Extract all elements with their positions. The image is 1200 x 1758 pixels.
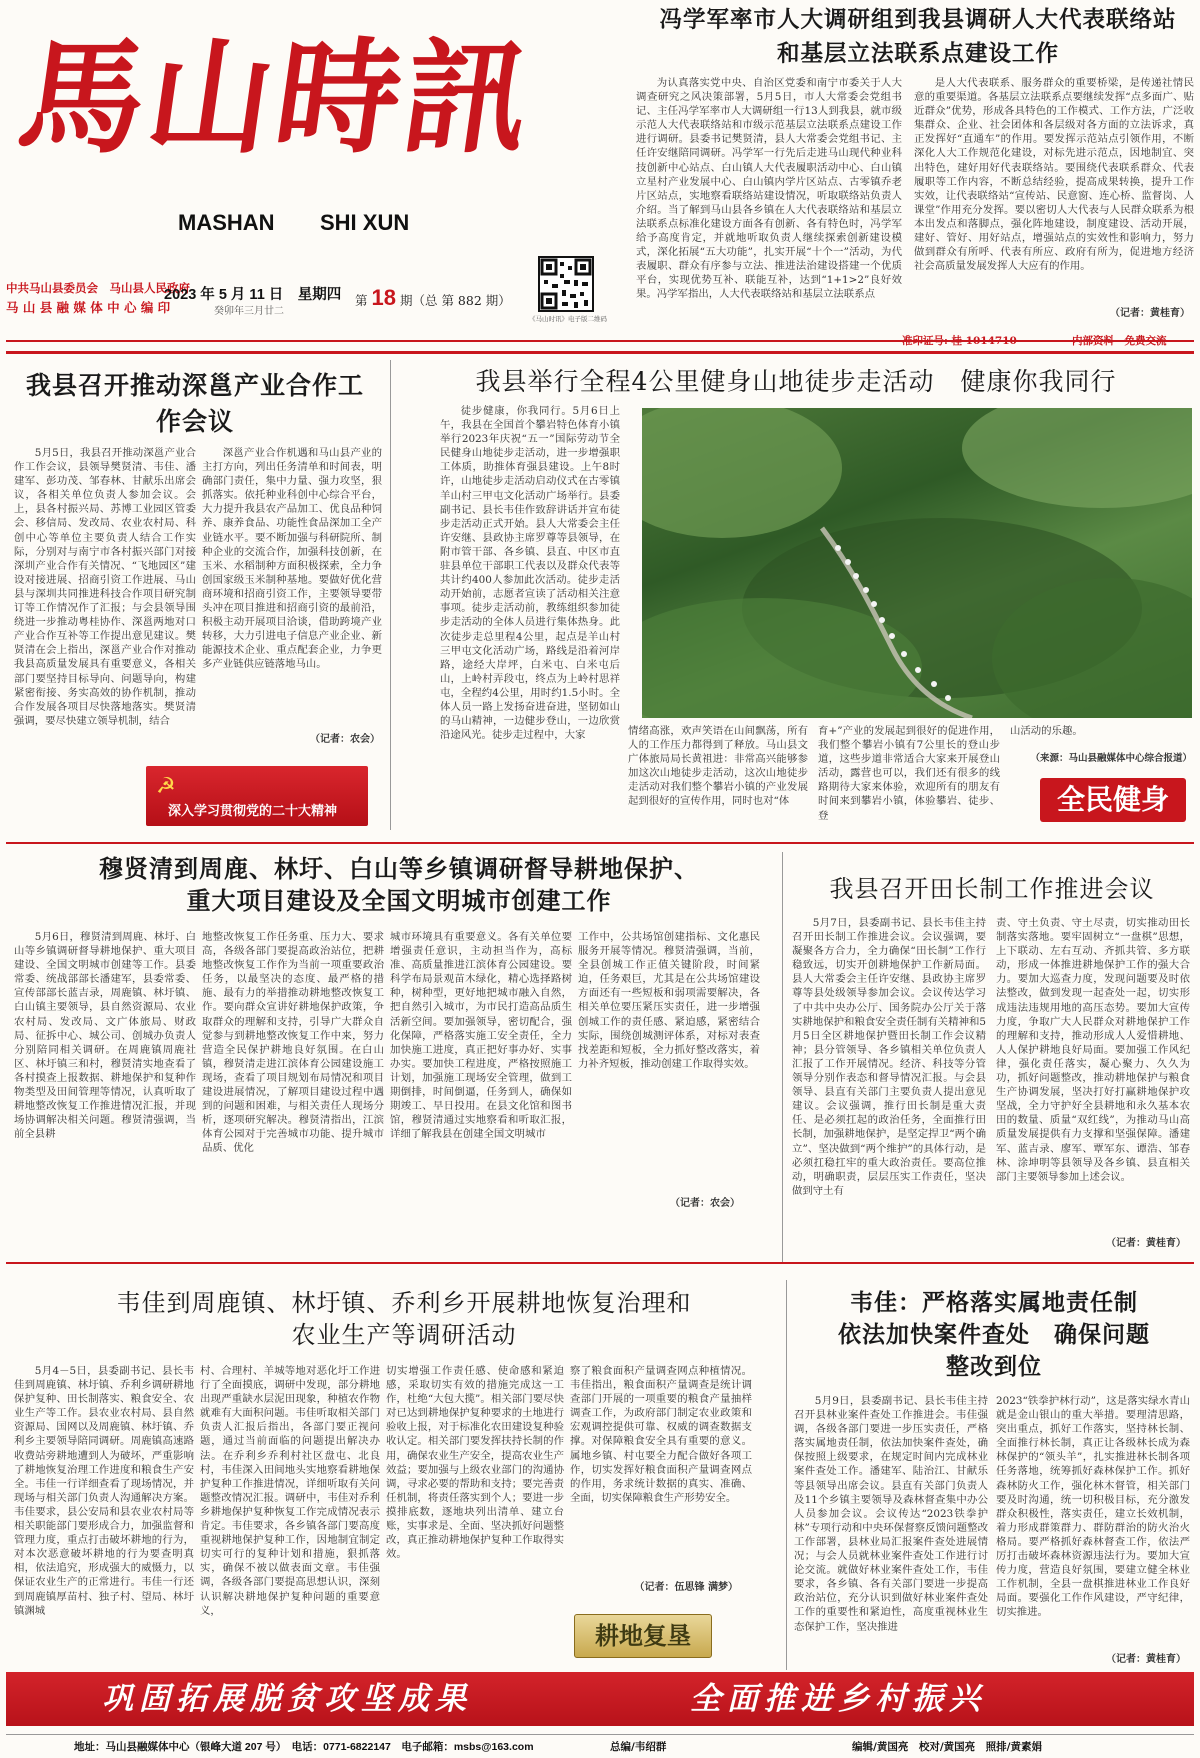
article7-headline-3: 整改到位 — [946, 1353, 1042, 1380]
issue-suffix: 期（总 第 882 期） — [399, 293, 511, 308]
article4-body-col1: 5月6日，穆贤清到周鹿、林圩、白山等乡镇调研督导耕地保护、重大项目建设、全国文明城市创建等工作。县委常委、统战部部长潘建军，县委常委、宣传部部长蓝吉录，周鹿镇、林圩镇、白山镇主要领导，县自然资源局、农业农村局、发改局、文广体旅局、财政局、征拆中心、城公司、创城办负责人分别陪同相关调研。在周鹿镇周鹿社区、林圩镇三和村，穆贤清实地查看了各村摸查上报数据、耕地保护和复种作物类型及田间管理等情况，认真听取了耕地整改恢复工作推进情况汇报，并现场协调解决相关问题。穆贤清强调，当前全县耕 — [14, 931, 196, 1141]
lead-body-col2: 是人大代表联系、服务群众的重要桥梁，是传递社情民意的重要渠道。各基层立法联系点要继续发挥“点多面广、贴近群众”优势，形成各具特色的工作模式、工作方法，广泛收集群众、企业、社会团体和各层级对各方面的立法诉求，真正发挥好“直通车”的作用。要发挥示范站点引领作用，不断深化人大工作规范化建设，对标先进示范点，因地制宜、突出特色，建好用好代表联络站。要围绕代表联系群众、代表履职等工作内容，不断总结经验，提高成果转换，提升工作实效，让代表联络站“宣传站、民意窗、连心桥、监督岗、人课堂”作用充分发挥。要以密切人大代表与人民群众联系为根本出发点和落脚点，强化阵地建设，制度建设、活动开展，建好、管好、用好站点，增强站点的实效性和影响力，努力做到群众有所呼、代表有所应、政府有所为，促进地方经济社会高质量发展发挥人大应有的作用。 — [914, 77, 1194, 273]
article3-body-col1: 徒步健康，你我同行。5月6日上午，我县在全国首个攀岩特色体育小镇举行2023年庆祝“五一”国际劳动节全民健身山地徒步走活动，进一步增强职工体质，助推体育强县建设。上午8时许，山地徒步走活动启动仪式在古零镇羊山村三甲屯文化活动广场举行。县委副书记、县长韦佳作致辞讲话并宣布徒步走活动正式开始。县人大常委会主任许安继、县政协主席罗尊等县领导，在附市管干部、各乡镇、县直、中区市直驻县单位干部职工代表以及群众代表等共计约400人参加此次活动。徒步走活动开始前，志愿者宣读了活动相关注意事项。徒步走活动前，教练组织参加徒步走活动的全体人员进行集体热身。此次徒步走总里程4公里，起点是羊山村三甲屯文化活动广场，路线是沿着河岸路，途经大岸坪，白米屯、白米屯后山，上岭村弄段屯，终点为上岭村思祥屯，全程约4公里，用时约1.5小时。全体人员一路上发扬奋进奋进，坚韧如山的马山精神，一边健步登山，一边欣赏沿途风光。徒步走过程中，大家 — [440, 405, 620, 742]
lead-body-col1: 为认真落实党中央、自治区党委和南宁市委关于人大调查研究之风决策部署，5月5日，市人大常委会党组书记、主任冯学军率市人大调研组一行13人到我县，就市级示范人大代表联络站和市级示范基层立法联系点建设工作进行调研。县委书记樊贤清，县人大常委会党组书记、主任许安继陪同调研。冯学军一行先后走进马山现代种业科技创新中心站点、白山镇人大代表履职活动中心、白山镇立星村产业发展中心、白山镇内学片区站点、古零镇乔老片区站点，实地察看联络站建设情况，听取联络站负责人介绍。当了解到马山县各乡镇在人大代表联络站和基层立法联系点标准化建设方面各有创新、各有特色时，冯学军给予高度肯定，并就地听取负责人继续探索创新建设模式，深化拓展“五大功能”，扎实开展“十个一”活动，为代表履职、群众有序参与立法、推进法治建设搭建一个优质平台，实现优势互补、联能互补，达到“1+1>2”良好效果。冯学军指出，人大代表联络站和基层立法联系点 — [636, 77, 902, 301]
article7-body-col1: 5月9日，县委副书记、县长韦佳主持召开县林业案件查处工作推进会。韦佳强调，各级各部门要进一步压实责任，严格落实属地责任制，依法加快案件查处，确保按照上级要求，在规定时间内完成林业案件查处工作。潘建军、陆治江、甘献乐等县领导出席会议。县直有关部门负责人及11个乡镇主要领导及森林督查集中办公人员参加会议。会议传达“2023铁拳护林”专项行动和中央环保督察反馈问题整改工作部署，县林业局汇报案件查处进展情况；与会人员就林业案件查处工作进行讨论交流。就做好林业案件查处工作，韦佳要求，各乡镇、各有关部门要进一步提高政治站位，充分认识到做好林业案件查处工作的重要性和紧迫性，高度重视林业生态保护工作，坚决推进 — [794, 1395, 988, 1633]
footer-chief-editor: 总编/韦绍群 — [610, 1741, 667, 1753]
article6-body-col2: 村、合理村、羊城等地对恶化圩工作进行了全面摸底，调研中发现，部分耕地出现严重缺水层泥田现象，种植农作物就难有大面积问题。韦佳听取相关部门负责人汇报后指出，各部门要正视问题，通过当前面临的问题提出解决办法。在乔利乡乔利村社区盘屯、北良村，韦佳深入田间地头实地察看耕地保护复种工作推进情况，详细听取有关问题整改情况汇报。调研中，韦佳对乔利乡耕地保护复种恢复工作完成情况表示肯定。韦佳要求，各乡镇各部门要高度重视耕地保护复种工作，因地制宜制定切实可行的复种计划和措施，狠抓落实，确保不被以做表面文章。韦佳强调，各级各部门要提高思想认识，深刻认识解决耕地保护复种问题的重要意义， — [200, 1365, 380, 1617]
article4-headline-1: 穆贤清到周鹿、林圩、白山等乡镇调研督导耕地保护、 — [99, 854, 699, 883]
article5-body-col1: 5月7日，县委副书记、县长韦佳主持召开田长制工作推进会议。会议强调，要凝聚各方合力，全力确保“田长制”工作行稳致远，切实开创耕地保护工作新局面。县人大常委会主任许安继、县政协主席罗尊等县处级领导参加会议。会议传达学习了中共中央办公厅、国务院办公厅关于落实耕地保护和粮食安全责任制有关精神和5月5日全区耕地保护暨田长制工作会议精神；县分管领导、各乡镇相关单位负责人汇报了工作开展情况。经济、科技等分管领导分别作表态和督导情况汇报。与会县领导、县直有关部门主要负责人提出意见建议。会议强调，推行田长制是重大责任、是必须扛起的政治任务，全面推行田长制，加强耕地保护，是坚定捍卫“两个确立”、坚决做到“两个维护”的具体行动，是必须扛稳扛牢的重大政治责任。要高位推动，明确职责，层层压实工作责任，坚决做到守土有 — [792, 917, 986, 1197]
issue-prefix: 第 — [355, 293, 368, 308]
sponsor-line-2: 马 山 县 融 媒 体 中 心 编 印 — [6, 300, 171, 315]
article6-byline: （记者：伍思锋 满梦） — [634, 1582, 738, 1593]
article3-byline: （来源：马山县融媒体中心综合报道） — [1030, 753, 1192, 764]
qr-caption: 《马山时讯》电子版二维码 — [529, 315, 607, 323]
logo: 馬山時訊 — [10, 26, 543, 171]
slogan-banner — [6, 1672, 1194, 1726]
article7-body-col2: 2023“铁拳护林行动”，这是落实绿水青山就是金山银山的重大举措。要理清思路，突出重点，抓好工作落实，坚持林长制、全面推行林长制，真正让各级林长成为森林保护的“领头羊”，扎实推进林长制各项任务落地，统筹抓好森林保护工作。抓好森林防火工作，强化林木督管，相关部门要及时沟通，统一切积极目标，充分激发群众积极性，落实责任，建立长效机制，着力形成群策群力、群防群治的防火治火格局。要严格抓好森林督查工作，依法严厉打击破坏森林资源违法行为。要加大宣传力度，营造良好氛围，要建立健全林业工作机制，全县一盘棋推进林业工作良好局面。要强化工作作风建设，严守纪律，切实推进。 — [996, 1395, 1190, 1619]
footer — [6, 1734, 1194, 1754]
article3-headline: 我县举行全程4公里健身山地徒步走活动 健康你我同行 — [475, 367, 1117, 396]
hiking-photo — [642, 408, 1192, 718]
sponsor-line-1: 中共马山县委员会 马山县人民政府 — [6, 281, 190, 295]
section-divider-mid1 — [6, 842, 1194, 844]
masthead — [0, 0, 1200, 340]
party-banner-text: 深入学习贯彻党的二十大精神 — [168, 804, 338, 819]
pinyin-right: SHI XUN — [320, 210, 410, 235]
article4-body-col4: 工作中，公共场馆创建指标、文化惠民服务开展等情况。穆贤清强调，当前，全县创城工作正值关键阶段，时间紧迫，任务艰巨，尤其是在公共场馆建设方面还有一些短板和弱项需要解决，各相关单位要压紧压实责任，进一步增强创城工作的责任感、紧迫感，紧密结合实际，围绕创城测评体系，对标对表查找差距和短板，全力抓好整改落实，着力补齐短板，推动创建工作取得实效。 — [578, 931, 760, 1070]
article7-byline: （记者：黄桂育） — [1106, 1654, 1186, 1665]
article7-headline-2: 依法加快案件查处 确保问题 — [838, 1321, 1150, 1348]
farmland-tag-label: 耕地复垦 — [595, 1621, 691, 1650]
lead-headline-1: 冯学军率市人大调研组到我县调研人大代表联络站 — [659, 7, 1177, 33]
article4-body-col3: 城市环境具有重要意义。各有关单位要增强责任意识，主动担当作为，高标准、高质量推进江滨体育公园建设。要科学布局景观苗木绿化，精心选择路树种，树种型，更好地把城市融入自然，把自然引入城市，为市民打造高品质生活新空间。要加强领导，密切配合，强化保障，严格落实施工安全责任，全力加快施工进度，真正把好事办好、实事办实。要加快工程进度，严格按照施工计划，加强施工现场安全管理，做到工期倒排，时间倒逼，任务到人，确保如期竣工、早日投用。在县文化馆和图书馆，穆贤清通过实地察看和听取汇报，详细了解我县在创建全国文明城市 — [390, 931, 572, 1141]
footer-address: 地址：马山县融媒体中心（银峰大道 207 号） 电话：0771-6822147 电子邮箱：msbs@163.com — [74, 1741, 534, 1753]
col-divider-b — [782, 852, 783, 1262]
article2-body-col1: 5月5日，我县召开推动深邕产业合作工作会议，县领导樊贤清、韦佳、潘建军、彭功茂、邹春林、甘献乐出席会议，各相关单位负责人参加会议。会上，县各村振兴局、苏博工业园区管委会、移信局、发改局、农业农村局、科创中心等单位主要负责人结合工作实际，分别对与南宁市各村振兴部门对接深圳产业合作有关情况、“飞地园区”建设对接进展、招商引资工作进展、马山县与深圳共同推进科技合作项目研究制订等工作情况作了汇报；与会县领导围绕进一步推动粤桂协作、深邕两地对口产业合作互补等工作提出意见建议。樊贤清在会上指出，深邕产业合作对推动我县高质量发展具有重要意义，各相关部门要坚持目标导向、问题导向，构建紧密衔接、务实高效的协作机制，推动合作发展各项目尽快落地落实。樊贤清强调，要尽快建立领导机制，结合 — [14, 447, 196, 727]
section-divider-top — [6, 351, 1194, 354]
slogan-right: 全面推进乡村振兴 — [690, 1681, 986, 1717]
issue-no: 18 — [371, 285, 396, 310]
issue-number — [355, 285, 511, 311]
party-banner — [146, 766, 368, 826]
qr-code-icon — [538, 256, 594, 312]
article4-body-col2: 地整改恢复工作任务重、压力大、要求高，各级各部门要提高政治站位，把耕地整改恢复工作作为当前一项重要政治任务，以最坚决的态度、最严格的措施、最有力的举措推动耕地整改恢复工作。要向群众宣讲好耕地保护政策，争取群众的理解和支持，引导广大群众自觉参与到耕地整改恢复工作中来，努力营造全民保护耕地良好氛围。在白山镇，穆贤清走进江滨体育公园建设施工现场，查看了项目规划布局情况和项目建设进展情况，了解项目建设过程中遇到的问题和困难，与相关责任人现场分析，逐项研究解决。穆贤清指出，江滨体育公园对于完善城市功能、提升城市品质、优化 — [202, 931, 384, 1155]
footer-editors: 编辑/黄国亮 校对/黄国亮 照排/黄素娟 — [852, 1741, 1043, 1753]
article7-headline-1: 韦佳：严格落实属地责任制 — [850, 1289, 1138, 1316]
article5-headline: 我县召开田长制工作推进会议 — [829, 875, 1155, 903]
pinyin-left: MASHAN — [178, 210, 275, 235]
fitness-tag: 全民健身 — [1040, 778, 1186, 822]
issue-date: 2023 年 5 月 11 日 星期四 — [164, 287, 342, 303]
slogan-left: 巩固拓展脱贫攻坚成果 — [102, 1681, 472, 1717]
article4-byline: （记者：农会） — [670, 1198, 740, 1209]
article3-body-col3: 育+”产业的发展起到很好的促进作用，我们整个攀岩小镇有7公里长的登山步道，这些步道非常适合大家来开展登山活动，露营也可以，我们还有很多的线路期待大家来体验，欢迎所有的朋友有时间来到攀岩小镇，体验攀岩、徒步、登 — [818, 725, 1000, 822]
lead-headline-2: 和基层立法联系点建设工作 — [776, 41, 1059, 67]
permit-bar — [640, 331, 1194, 351]
article6-body-col3: 切实增强工作责任感、使命感和紧迫感，采取切实有效的措施完成这一工作，杜绝“大包大揽”。相关部门要尽快对已达到耕地保护复种要求的土地进行验收上报，对于标准化农田建设复种验收认定。相关部门要发挥扶持长制的作用，确保农业生产安全，提高农业生产效益；要加强与上级农业部门的沟通协调，寻求必要的帮助和支持；要完善责任机制，将责任落实到个人；要进一步摸排底数，逐地块列出清单、建立台账，实事求是、全面、坚决抓好问题整改，真正推动耕地保护复种工作取得实效。 — [386, 1365, 564, 1561]
article5-byline: （记者：黄桂育） — [1106, 1238, 1186, 1249]
article6-body-col1: 5月4－5日，县委副书记、县长韦佳到周鹿镇、林圩镇、乔利乡调研耕地保护复种、田长制落实、粮食安全、农业生产等工作。县农业农村局、县自然资源局、国网以及周鹿镇、林圩镇、乔利乡主要领导陪同调研。周鹿镇高速路收费站旁耕地遭到人为破坏，严重影响了耕地恢复治理工作进度和粮食生产安全。韦佳一行详细查看了现场情况，并现场与相关部门负责人沟通解决方案。韦佳要求，县公安局和县农业农村局等相关职能部门要形成合力，加强监督和管理力度，重点打击破坏耕地的行为，对本次恶意破坏耕地的行为要查明真相，依法追究，形成强大的威慑力，以保证农业生产的正常进行。韦佳一行还到周鹿镇厚苗村、独子村、望局、林圩镇渊城 — [14, 1365, 194, 1617]
article2-body-col2: 深邕产业合作机遇和马山县产业的主打方向，列出任务清单和时间表，明确部门责任，集中力量、强力攻坚，狠抓落实。依托种业科创中心综合平台，大力提升我县农产品加工、优良品种饲养、康养食品、功能性食品深加工全产业链水平。要不断加强与科研院所、制种企业的交流合作，加强科技创新，在玉米、水稻制种方面积极探索，全力争创国家级玉米制种基地。要做好优化营商环境和招商引资工作，主要领导要带头冲在项目推进和招商引资的最前沿，积极主动开展项目洽谈，借助跨境产业转移，大力引进电子信息产业企业、新能源技术企业、重点配套企业，力争更多产业链供应链落地马山。 — [202, 447, 382, 671]
section-divider-mid2 — [6, 1262, 1194, 1264]
article5-body-col2: 责、守土负责、守土尽责，切实推动田长制落实落地。要牢固树立“一盘棋”思想，上下联动、左右互动、齐抓共管、多方联动，形成一体推进耕地保护工作的强大合力。要加大巡查力度，发现问题要及时依法整改，做到发现一起查处一起，切实形成违法违规用地的高压态势。要加大宣传力度，争取广大人民群众对耕地保护工作的理解和支持，推动形成人人爱惜耕地、人人保护耕地良好局面。要加强工作风纪律，强化责任落实，凝心聚力、久久为功，抓好问题整改，推动耕地保护与粮食生产协调发展，坚决打好打赢耕地保护攻坚战，全力守护好全县耕地和永久基本农田的数量、质量“双红线”，为推动马山高质量发展提供有力支撑和坚强保障。潘建军、蓝吉录、廖军、覃军东、谭浩、邹春林、涂坤明等县领导及各乡镇、县直相关部门主要领导参加上述会议。 — [996, 917, 1190, 1183]
article4-headline-2: 重大项目建设及全国文明城市创建工作 — [186, 886, 612, 915]
article6-body-col4: 察了粮食面积产量调查网点种植情况。韦佳指出，粮食面积产量调查是统计调查部门开展的一项重要的粮食产量抽样调查工作，为政府部门制定农业政策和宏观调控提供可靠、权威的调查数据支撑。对保障粮食安全具有重要的意义。属地乡镇、村屯要全力配合做好各项工作，切实发挥好粮食面积产量调查网点的作用，务求统计数据的真实、准确、全面，切实保障粮食生产形势安全。 — [570, 1365, 752, 1504]
article2-byline: （记者：农会） — [310, 734, 380, 745]
farmland-tag — [574, 1614, 712, 1658]
article6-headline-2: 农业生产等调研活动 — [291, 1321, 517, 1349]
col-divider-c — [786, 1280, 787, 1670]
internal-note: 内部资料 免费交流 — [1072, 335, 1167, 347]
article2-headline: 我县召开推动深邕产业合作工作会议 — [25, 371, 364, 436]
article3-body-col4: 山活动的乐趣。 — [1010, 725, 1083, 737]
article3-body-col2: 情绪高涨，欢声笑语在山间飘荡，所有人的工作压力都得到了释放。马山县文广体旅局局长黄祖进：非常高兴能够参加这次山地徒步走活动，这次山地徒步走活动对我们整个攀岩小镇的产业发展起到很好的宣传作用，同时也对“体 — [628, 725, 808, 808]
lead-byline: （记者：黄桂育） — [1110, 308, 1190, 319]
lunar-date: 癸卯年三月廿二 — [214, 306, 284, 317]
party-emblem-icon: ☭ — [156, 774, 176, 799]
col-divider-a — [390, 360, 391, 830]
article6-headline-1: 韦佳到周鹿镇、林圩镇、乔利乡开展耕地恢复治理和 — [116, 1289, 692, 1317]
permit-number: 准印证号: 桂 1014710 — [902, 335, 1017, 347]
